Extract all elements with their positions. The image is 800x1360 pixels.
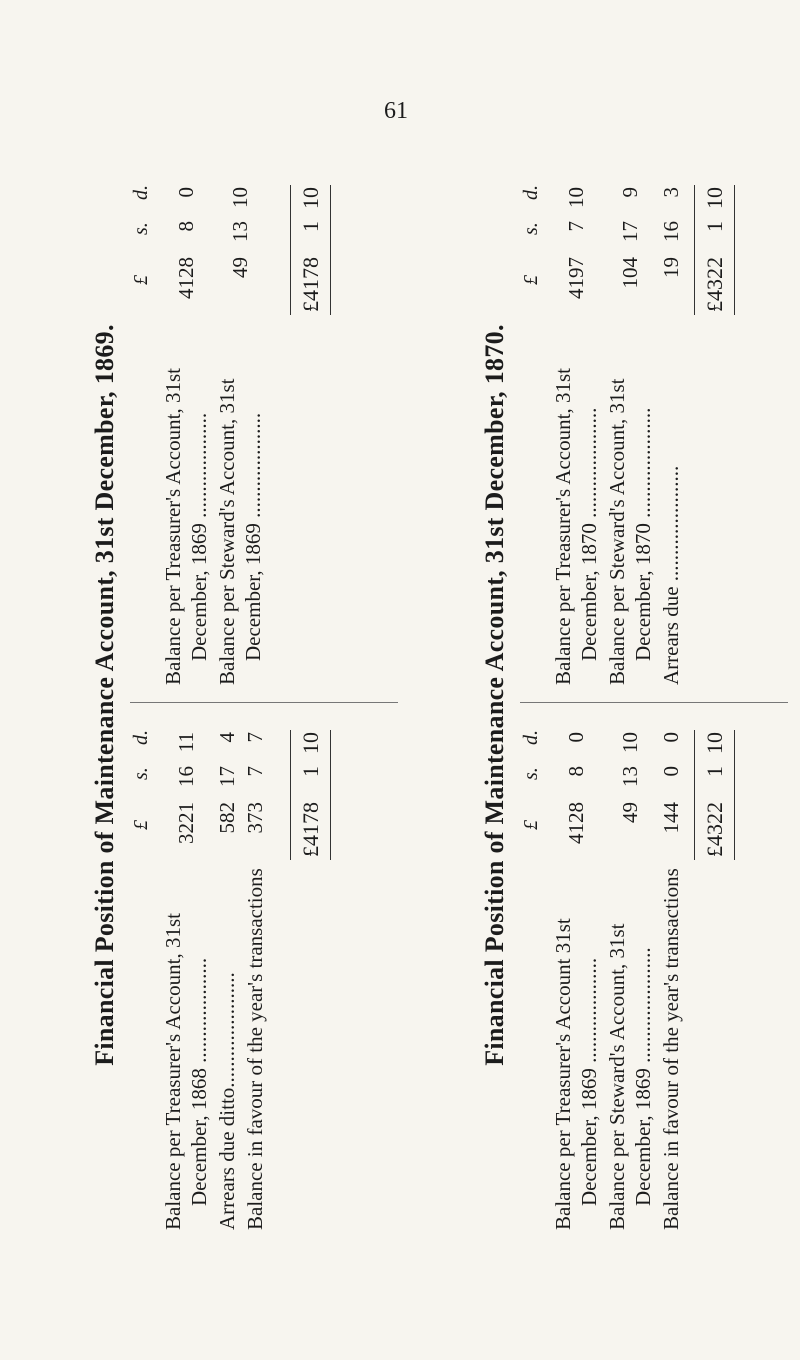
account-1870-left: £ s. d. Balance per Treasurer's Account 31st December, 1869 .................... 4128 8 0 Balance per Steward's Account, 31st December, 1869 ...................... 49 13 10 Balance in favour of the year's transactions 144 0 0 £4322 1 10 (520, 720, 788, 1230)
account-1869 (130, 170, 398, 1230)
account-1869-left: £ s. d. Balance per Treasurer's Account, 31st December, 1868 .................... 3221 16 11 Arrears due ditto...................... 582 17 4 Balance in favour of the year's transactions 373 7 7 £4178 1 10 (130, 720, 398, 1230)
account-1870 (520, 170, 788, 1230)
page-number: 61 (384, 98, 408, 124)
sum-rule (290, 730, 291, 860)
column-divider (130, 702, 398, 703)
account-1869-right: £ s. d. Balance per Treasurer's Account, 31st December, 1869 .................... 4128 8 0 Balance per Steward's Account, 31st December, 1869 .................... 49 13 10 £4178 1 10 (130, 175, 398, 685)
sum-rule (330, 185, 331, 315)
sum-rule (734, 185, 735, 315)
sum-rule (694, 185, 695, 315)
sum-rule (330, 730, 331, 860)
rotated-page-content (90, 140, 750, 1250)
account-1870-right: £ s. d. Balance per Treasurer's Account, 31st December, 1870 ..................... 4197 7 10 Balance per Steward's Account, 31st December, 1870 ..................... 104 17 9 Arrears due ...................... 19 16 3 £4322 1 10 (520, 175, 788, 685)
account-1869-title: Financial Position of Maintenance Account, 31st December, 1869. (90, 324, 119, 1066)
account-1870-title: Financial Position of Maintenance Account, 31st December, 1870. (480, 324, 509, 1066)
sum-rule (734, 730, 735, 860)
column-divider (520, 702, 788, 703)
sum-rule (290, 185, 291, 315)
sum-rule (694, 730, 695, 860)
